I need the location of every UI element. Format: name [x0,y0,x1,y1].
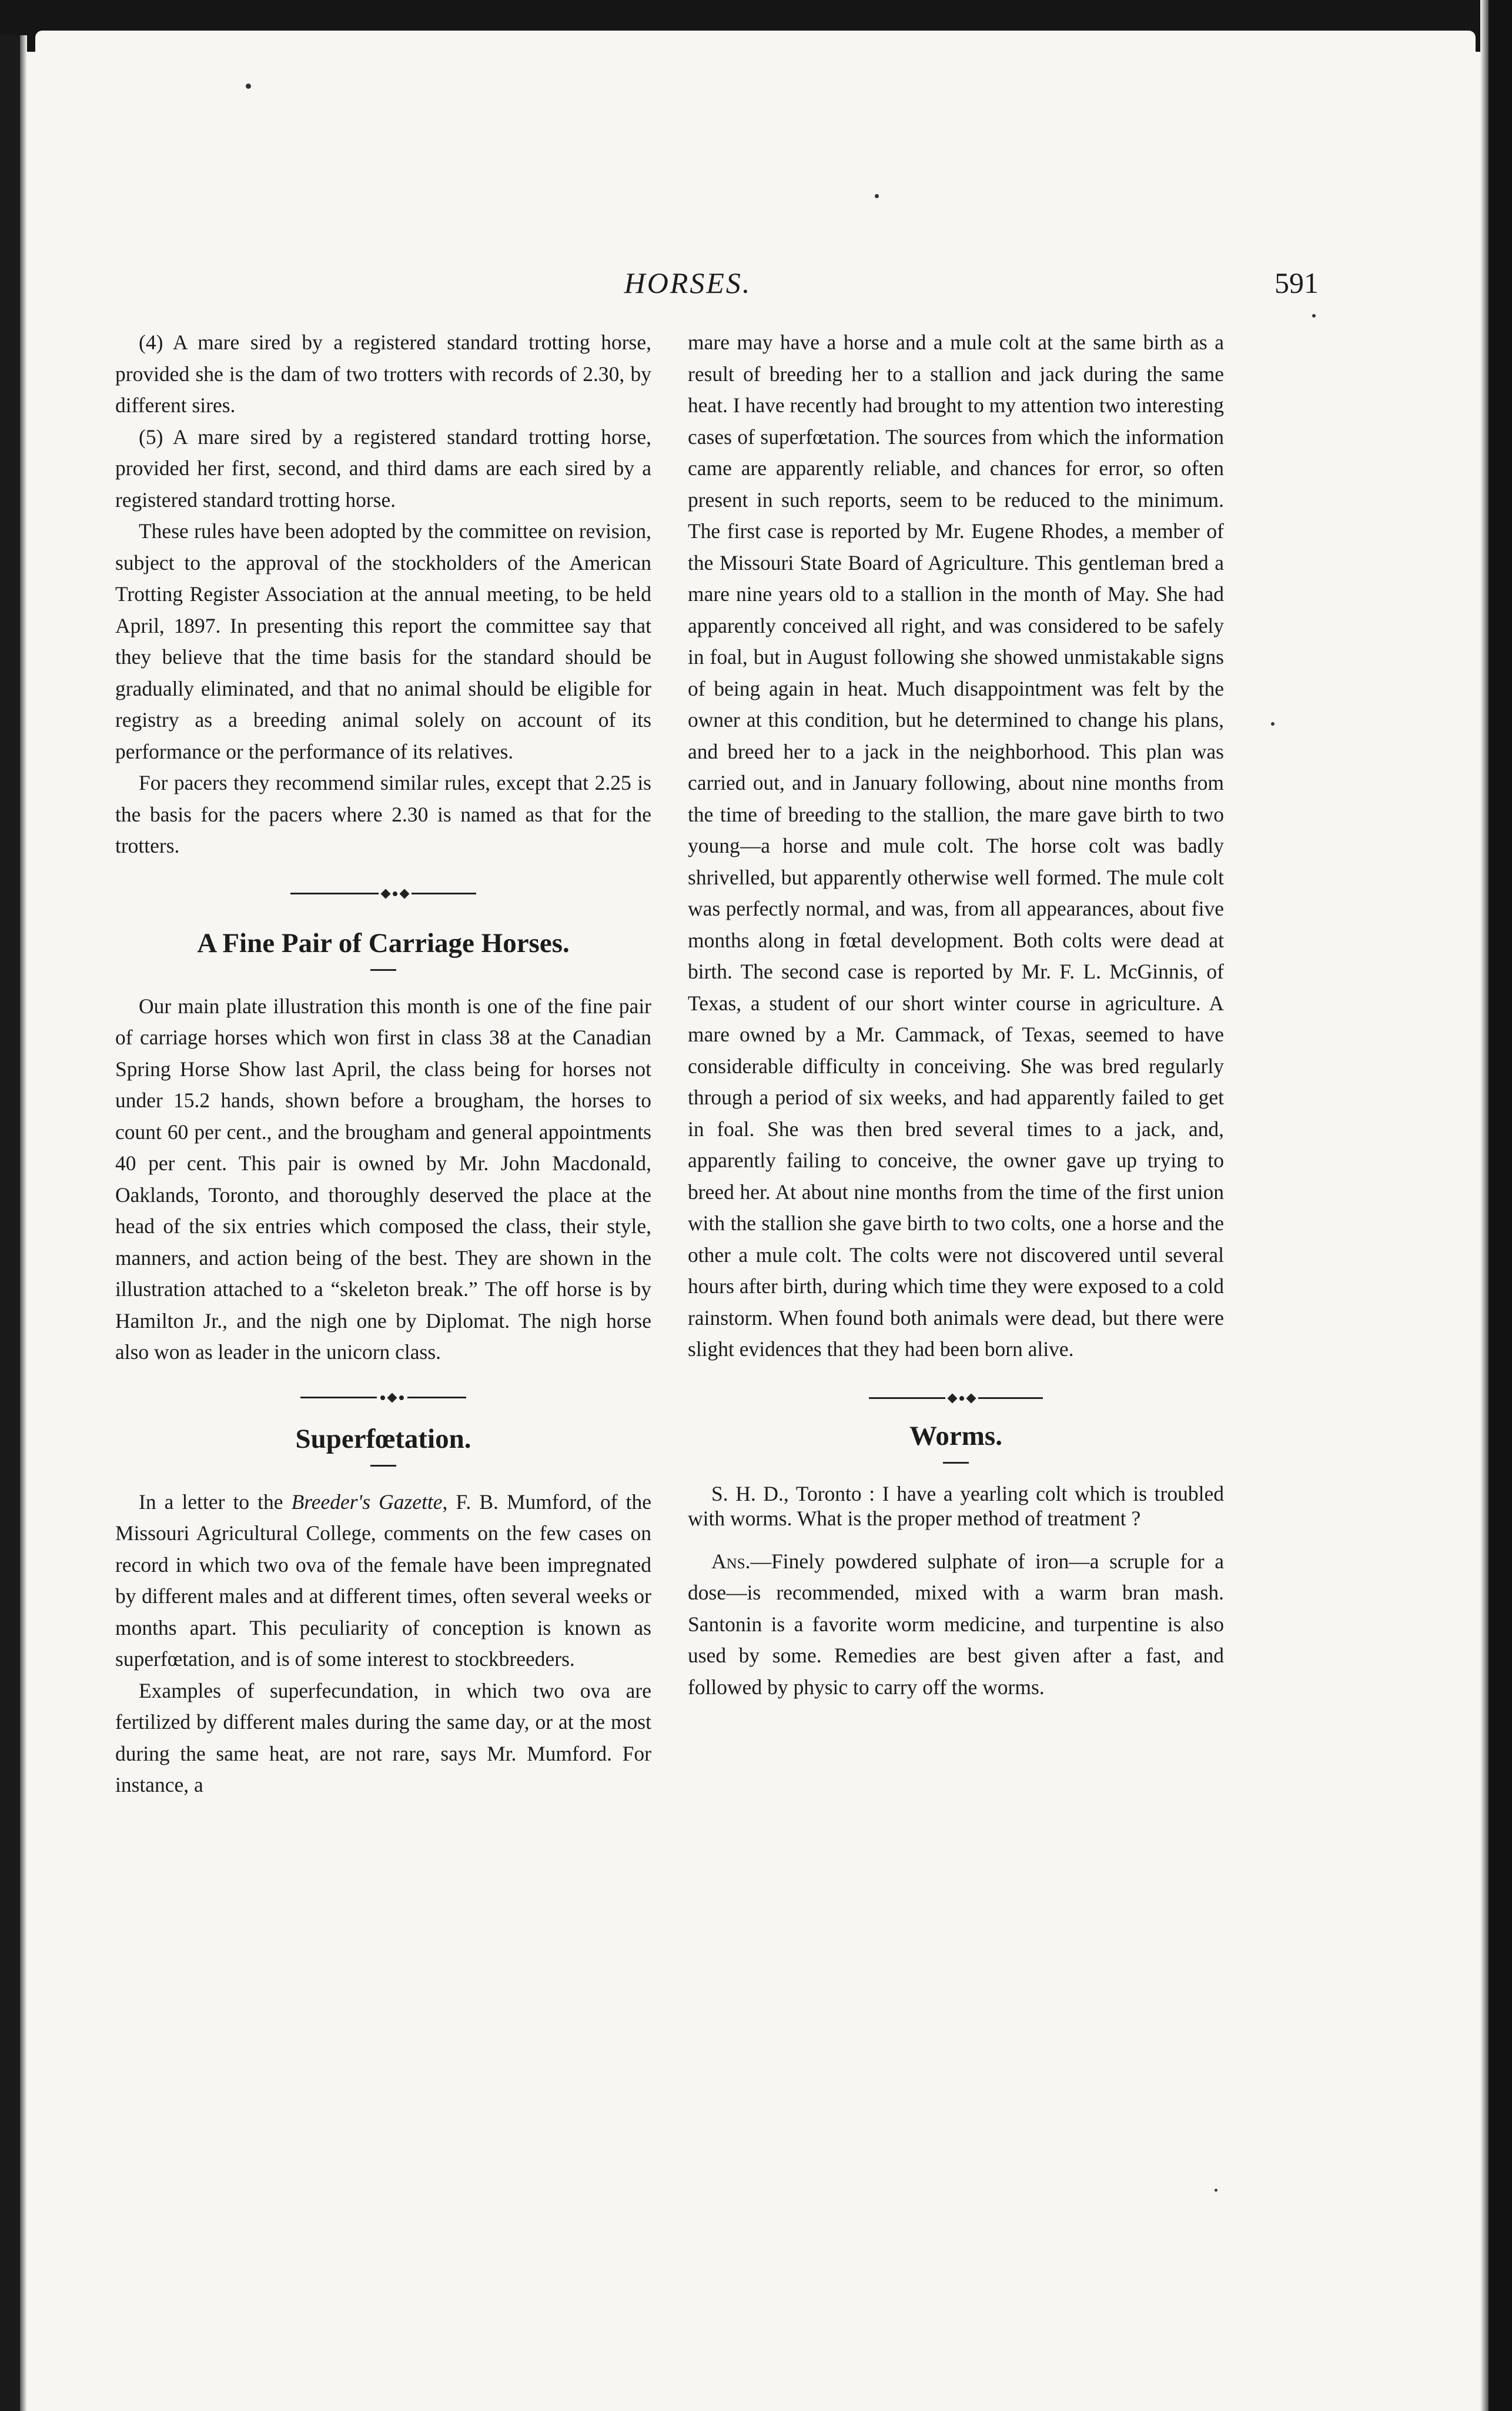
ornamental-rule [688,1395,1224,1402]
answer-text: —Finely powdered sulphate of iron—a scruple for a dose—is recommended, mixed with a warm bran mash. Santonin is a favorite worm medicine, and turpentine is also used by some. Remedies are best given after a fast, and followed by physic to carry off the worms. [688,1549,1224,1699]
rule-5-paragraph: (5) A mare sired by a registered standard trotting horse, provided her first, second, and third dams are each sired by a registered standard trotting horse. [115,425,651,512]
ornamental-rule [115,1394,651,1401]
letter-source: Breeder's Gazette [291,1490,443,1514]
scan-paper-edge [35,31,1476,58]
letter-rest: , F. B. Mumford, of the Missouri Agricultural College, comments on the few cases on record in which two ova of the female have been impregnated by different males and at different times, often several weeks or months apart. This peculiarity of conception is known as superfœtation, and is of some interest to stockbreeders. [115,1490,651,1671]
answer-label: Ans. [711,1549,751,1573]
scan-speck [875,194,879,198]
adoption-paragraph: These rules have been adopted by the committee on revision, subject to the approval of the stockholders of the American Trotting Register Association at the annual meeting, to be held April, 1897. In presenting this report the committee say that they believe that the time basis for the standard should be gradually eliminated, and that no animal should be eligible for registry as a breeding animal solely on account of its performance or the performance of its relatives. [115,519,651,763]
answer-paragraph [688,1546,1224,1704]
letter-intro: In a letter to the [139,1490,283,1514]
pacers-paragraph: For pacers they recommend similar rules, except that 2.25 is the basis for the pacers where 2.30 is named as that for the trotters. [115,771,651,857]
worms-heading: Worms. [909,1420,1002,1451]
scan-border-left [0,35,20,2411]
heading-dash [370,969,396,971]
scan-speck [246,84,251,89]
scan-border-right [1488,0,1512,2411]
left-column [115,327,651,1801]
heading-dash [943,1462,969,1464]
running-title: HORSES. [624,266,752,299]
carriage-horses-heading: A Fine Pair of Carriage Horses. [197,927,570,959]
rule-4-paragraph: (4) A mare sired by a registered standard trotting horse, provided she is the dam of two trotters with records of 2.30, by different sires. [115,330,651,417]
continuation-paragraph: mare may have a horse and a mule colt at the same birth as a result of breeding her to a stallion and jack during the same heat. I have recently had brought to my attention two interesting cases of superfœtation. The sources from which the information came are apparently reliable, and chances for error, so often present in such reports, seem to be reduced to the minimum. The first case is reported by Mr. Eugene Rhodes, a member of the Missouri State Board of Agriculture. This gentleman bred a mare nine years old to a stallion in the month of May. She had apparently conceived all right, and was considered to be safely in foal, but in August following she showed unmistakable signs of being again in heat. Much disappointment was felt by the owner at this condition, but he determined to change his plans, and breed her to a jack in the neighborhood. This plan was carried out, and in January following, about nine months from the time of breeding to the stallion, the mare gave birth to two young—a horse and mule colt. The horse colt was badly shrivelled, but apparently otherwise well formed. The mule colt was perfectly normal, and was, from all appearances, about five months along in fœtal development. Both colts were dead at birth. The second case is reported by Mr. F. L. McGinnis, of Texas, a student of our short winter course in agriculture. A mare owned by a Mr. Cammack, of Texas, seemed to have considerable difficulty in conceiving. She was bred regularly through a period of six weeks, and had apparently failed to get in foal. She was then bred several times to a jack, and, apparently failing to conceive, the owner gave up trying to breed her. At about nine months from the time of the first union with the stallion she gave birth to two colts, one a horse and the other a mule colt. The colts were not discovered until several hours after birth, during which time they were exposed to a cold rainstorm. When found both animals were dead, but there were slight evidences that they had been born alive. [688,330,1224,1361]
scan-shadow-right [1480,0,1488,2411]
superfoetation-heading: Superfœtation. [295,1423,471,1454]
question-paragraph: S. H. D., Toronto : I have a yearling colt which is troubled with worms. What is the proper method of treatment ? [688,1481,1224,1530]
examples-paragraph: Examples of superfecundation, in which two ova are fertilized by different males during the same day, or at the most during the same heat, are not rare, says Mr. Mumford. For instance, a [115,1678,651,1796]
letter-paragraph [115,1487,651,1675]
right-column [688,327,1224,1703]
scan-speck [1215,2189,1217,2192]
page-number: 591 [1275,266,1319,299]
scan-speck [1312,314,1316,318]
ornamental-rule [115,890,651,897]
scan-speck [1271,722,1275,726]
scan-shadow-left [20,35,27,2411]
heading-dash [370,1465,396,1467]
carriage-horses-paragraph: Our main plate illustration this month is one of the fine pair of carriage horses which won first in class 38 at the Canadian Spring Horse Show last April, the class being for horses not under 15.2 hands, shown before a brougham, the horses to count 60 per cent., and the brougham and general appointments 40 per cent. This pair is owned by Mr. John Macdonald, Oaklands, Toronto, and thoroughly deserved the place at the head of the six entries which composed the class, their style, manners, and action being of the best. They are shown in the illustration attached to a “skeleton break.” The off horse is by Hamilton Jr., and the nigh one by Diplomat. The nigh horse also won as leader in the unicorn class. [115,994,651,1364]
